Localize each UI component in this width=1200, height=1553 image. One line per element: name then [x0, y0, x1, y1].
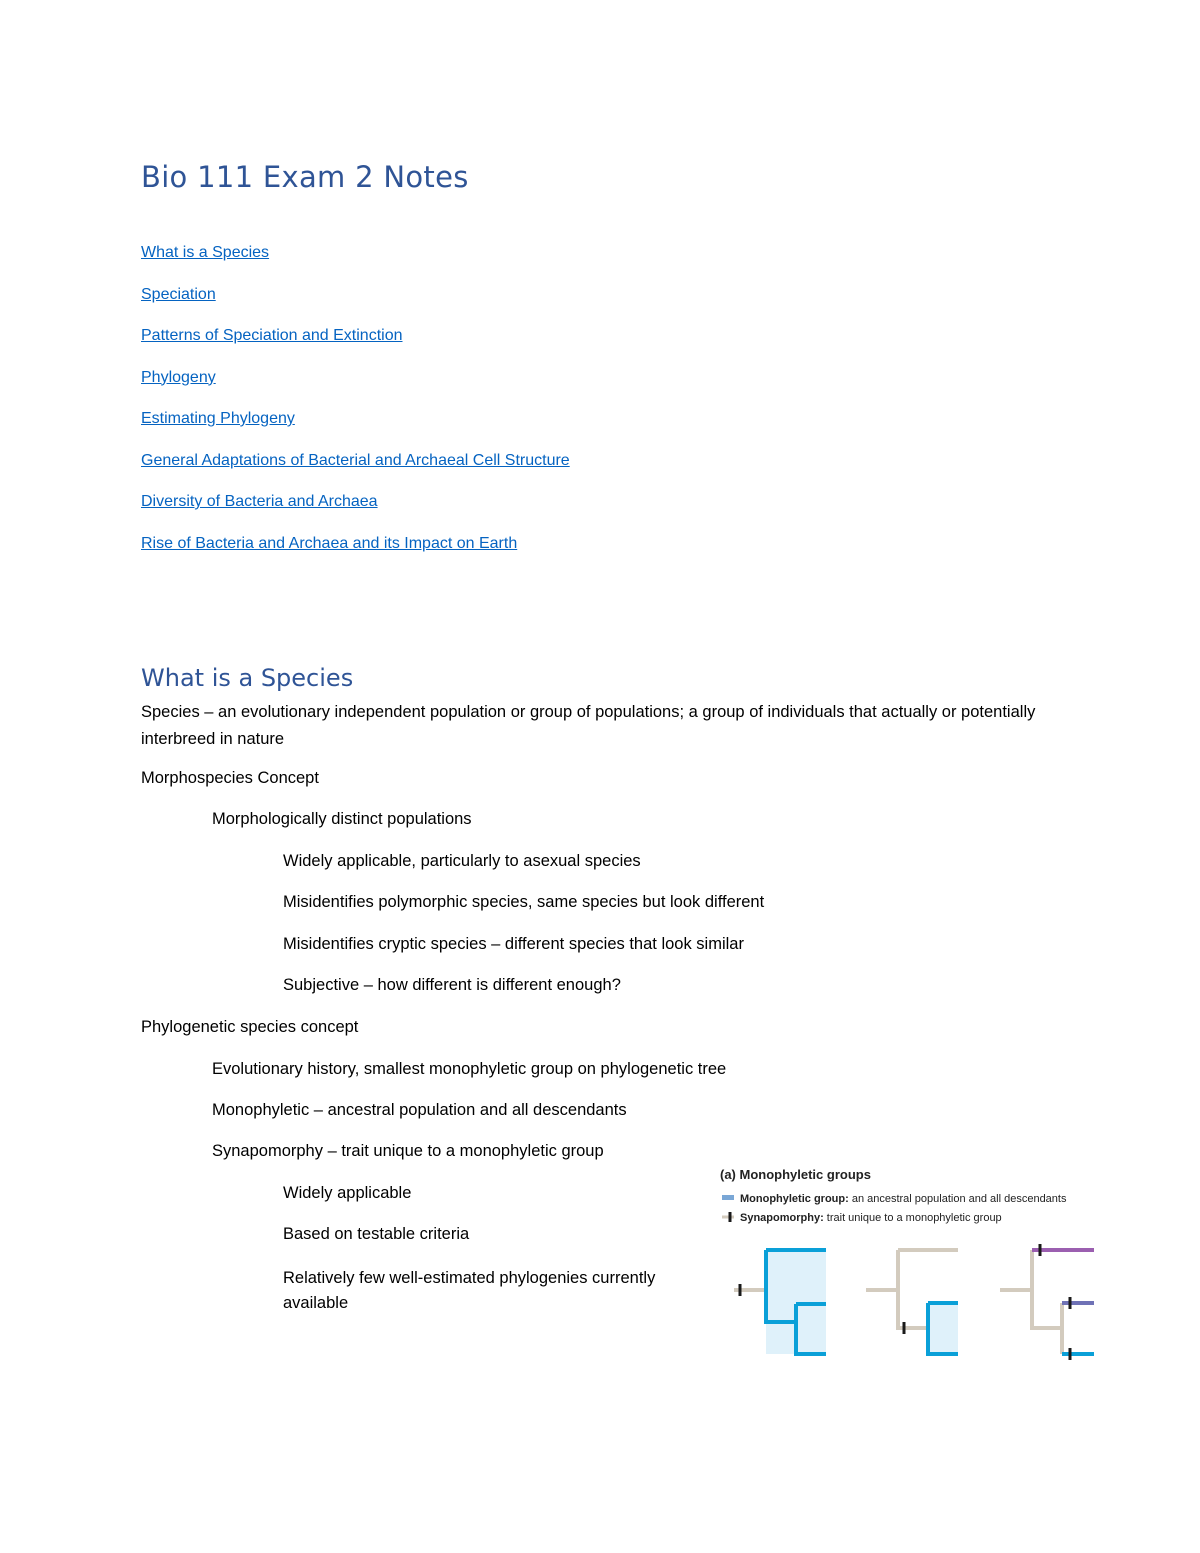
legend-monophyletic-text: an ancestral population and all descendants [848, 1193, 1067, 1205]
phylo-point: Widely applicable [283, 1184, 412, 1202]
toc-item [141, 369, 570, 411]
phylo-point: Based on testable criteria [283, 1225, 470, 1243]
legend-synapomorphy-text: trait unique to a monophyletic group [823, 1212, 1002, 1224]
toc-link-diversity[interactable]: Diversity of Bacteria and Archaea [141, 493, 378, 510]
legend-synapomorphy-term: Synapomorphy: [740, 1212, 824, 1224]
morphospecies-heading: Morphospecies Concept [141, 769, 319, 787]
morpho-point: Widely applicable, particularly to asexual species [283, 852, 641, 870]
legend-monophyletic-term: Monophyletic group: [740, 1193, 849, 1205]
section-heading: What is a Species [141, 664, 354, 692]
toc-item [141, 327, 570, 369]
tree-1 [734, 1250, 826, 1354]
legend-synapomorphy [740, 1212, 1002, 1224]
toc-link-estimating-phylogeny[interactable]: Estimating Phylogeny [141, 410, 295, 427]
toc-item [141, 452, 570, 494]
tree-2 [866, 1250, 958, 1354]
figure-title: (a) Monophyletic groups [720, 1167, 871, 1182]
tree-3-internal-branches [1032, 1250, 1062, 1354]
phylo-sub: Synapomorphy – trait unique to a monophyletic group [212, 1142, 604, 1160]
morphospecies-sub: Morphologically distinct populations [212, 810, 472, 828]
toc-link-patterns[interactable]: Patterns of Speciation and Extinction [141, 327, 403, 344]
toc-link-rise[interactable]: Rise of Bacteria and Archaea and its Impact on Earth [141, 534, 518, 552]
tree-2-shade [928, 1303, 958, 1354]
table-of-contents [141, 244, 570, 576]
morpho-point: Misidentifies cryptic species – different species that look similar [283, 935, 744, 953]
phylo-point: Relatively few well-estimated phylogenies currently available [283, 1269, 656, 1312]
species-definition: Species – an evolutionary independent population or group of populations; a group of individuals that actually or potentially interbreed in nature [141, 703, 1036, 748]
toc-link-what-is-a-species[interactable]: What is a Species [141, 244, 270, 261]
phylo-sub: Monophyletic – ancestral population and all descendants [212, 1101, 627, 1119]
toc-item [141, 410, 570, 452]
phylogenetic-heading: Phylogenetic species concept [141, 1018, 359, 1036]
tree-3 [1000, 1244, 1094, 1360]
toc-item [141, 535, 570, 577]
toc-link-speciation[interactable]: Speciation [141, 285, 216, 303]
phylo-sub: Evolutionary history, smallest monophyletic group on phylogenetic tree [212, 1060, 727, 1078]
morpho-point: Misidentifies polymorphic species, same species but look different [283, 893, 765, 911]
legend-swatch-monophyletic [722, 1195, 734, 1200]
document-title: Bio 111 Exam 2 Notes [141, 160, 469, 194]
toc-item [141, 493, 570, 535]
legend-monophyletic [740, 1193, 1067, 1205]
monophyletic-groups-figure [718, 1162, 1098, 1372]
toc-link-phylogeny[interactable]: Phylogeny [141, 368, 216, 386]
morpho-point: Subjective – how different is different enough? [283, 976, 621, 994]
toc-item [141, 286, 570, 328]
toc-item [141, 244, 570, 286]
toc-link-general-adaptations[interactable]: General Adaptations of Bacterial and Archaeal Cell Structure [141, 451, 570, 469]
